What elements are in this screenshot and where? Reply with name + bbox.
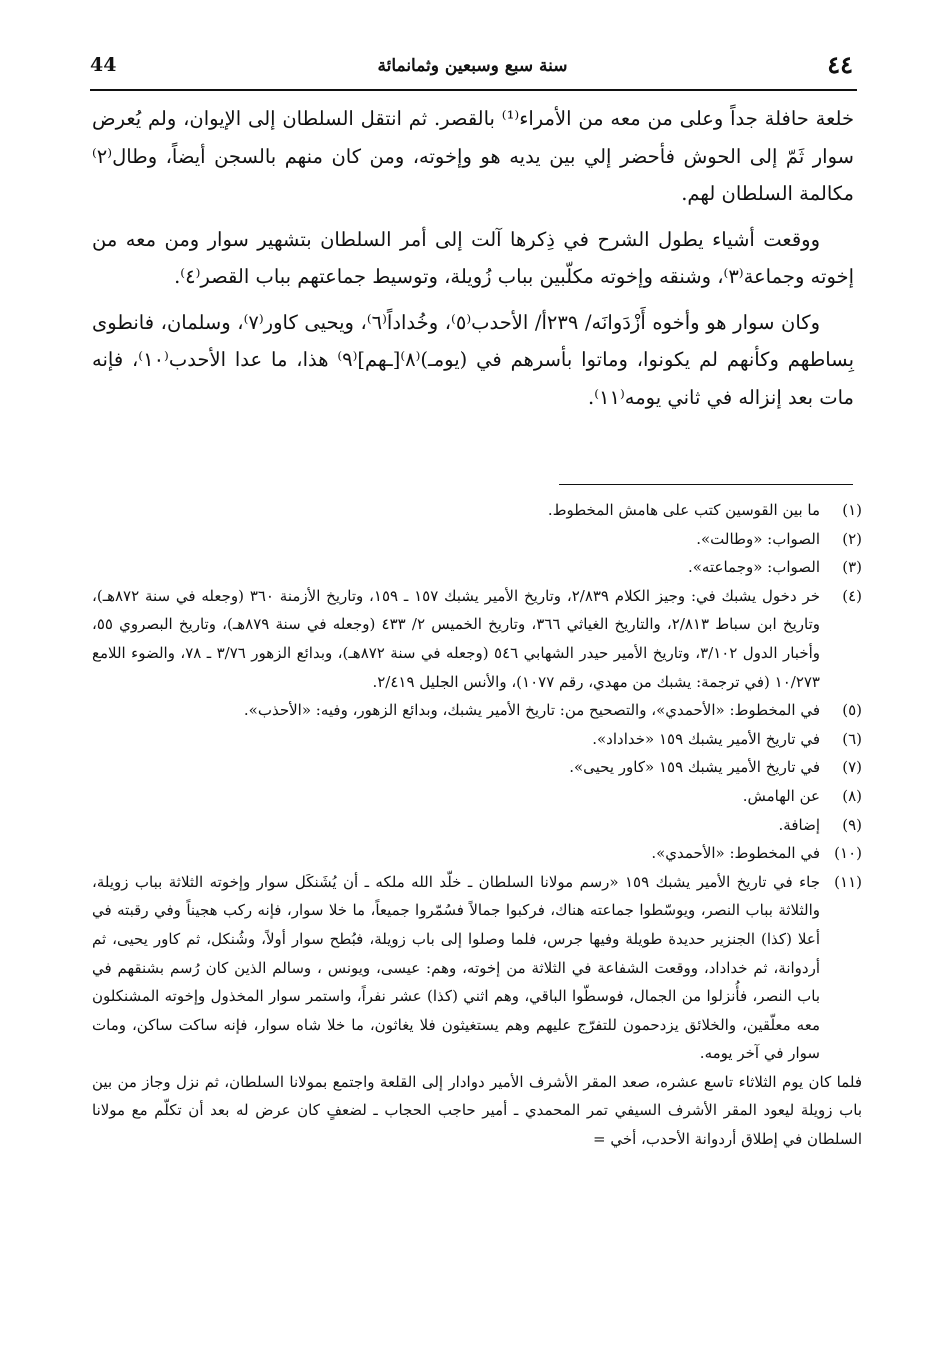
paragraph: خلعة حافلة جداً وعلى من معه من الأمراء⁽¹⁾ بالقصر. ثم انتقل السلطان إلى الإيوان، ولم يُعرض سوار ثَمّ إلى الحوش فأحضر إلي بين يديه هو وإخوته، ومن كان منهم بالسجن أيضاً، وطال⁽٢⁾ مكالمة السلطان لهم. bbox=[92, 107, 855, 205]
footnote bbox=[92, 868, 862, 1068]
footnotes bbox=[92, 496, 862, 1154]
paragraph: وكان سوار هو وأخوه أَزْدَوانَه/ ٢٣٩أ/ الأحدب⁽٥⁾، وخُداداً⁽٦⁾، ويحيى كاور⁽٧⁾، وسلمان، فانطوى بِساطهم وكأنهم لم يكونوا، وماتوا بأسرهم في (يومـ)⁽٨⁾[ـهم]⁽٩⁾ هذا، ما عدا الأحدب⁽١٠⁾، فإنه مات بعد إنزاله في ثاني يومه⁽١١⁾. bbox=[92, 310, 854, 409]
footnote-separator bbox=[559, 484, 853, 485]
page-number-arabic: ٤٤ bbox=[827, 50, 853, 79]
footnote-text: عن الهامش. bbox=[742, 786, 820, 805]
footnote bbox=[92, 753, 862, 782]
running-title: سنة سبع وسبعين وثمانمائة bbox=[377, 56, 568, 76]
footnote-number: (١١) bbox=[834, 872, 862, 891]
footnote-text: الصواب: «وطالت». bbox=[696, 529, 820, 548]
header-rule bbox=[90, 89, 857, 91]
footnote-text: الصواب: «وجماعته». bbox=[687, 558, 820, 577]
footnote bbox=[92, 582, 862, 696]
footnote-number: (٥) bbox=[842, 701, 862, 720]
footnote-text: في تاريخ الأمير يشبك ١٥٩ «كاور يحيى». bbox=[569, 758, 820, 777]
footnote-number: (٦) bbox=[842, 729, 862, 748]
footnote-number: (٣) bbox=[842, 558, 862, 577]
footnote bbox=[92, 496, 862, 525]
paragraph: ووقعت أشياء يطول الشرح في ذِكرها آلت إلى أمر السلطان بتشهير سوار ومن معه من إخوته وجماعة⁽٣⁾، وشنقه وإخوته مكلّبين بباب زُويلة، وتوسيط جماعتهم بباب القصر⁽٤⁾. bbox=[92, 227, 854, 288]
footnote bbox=[92, 725, 862, 754]
footnote-text: في تاريخ الأمير يشبك ١٥٩ «خداداد». bbox=[592, 729, 820, 748]
page-number-latin: 44 bbox=[90, 54, 117, 76]
footnote bbox=[92, 839, 862, 868]
footnote-number: (٤) bbox=[842, 586, 862, 605]
footnote bbox=[92, 696, 862, 725]
footnote-number: (٩) bbox=[842, 815, 862, 834]
footnote-number: (٢) bbox=[842, 529, 862, 548]
main-text bbox=[92, 100, 854, 424]
footnote-number: (١) bbox=[842, 501, 862, 519]
footnote bbox=[92, 553, 862, 582]
footnote-text: في المخطوط: «الأحمدي». bbox=[651, 844, 820, 863]
footnote bbox=[92, 811, 862, 840]
footnote-number: (١٠) bbox=[834, 844, 862, 863]
footnote-text: جاء في تاريخ الأمير يشبك ١٥٩ «رسم مولانا السلطان ـ خلّد الله ملكه ـ أن يُشَنكَل سوار وإخوته الثلاثة بباب زويلة، والثلاثة بباب النصر، ويوسّطوا جماعته هناك، فركبوا جمالاً فسُمّروا جميعاً، ما خلا سوار، فإنه ركب هجيناً وفي رقبته في أعلا (كذا) الجنزير حديدة طويلة وفيها جرس، فلما وصلوا إلى باب زويلة، فبُطح سوار أولاً، وشُنكل، ثم كاور يحيى، ثم أردوانة، ثم خداداد، ووقعت الشفاعة في الثلاثة من إخوته، وهم: عيسى، ويونس ، وسالم الذين كان رُسم بشنقهم في باب النصر، فأُنزلوا من الجمال، فوسطّوا الباقي، وهم اثني (كذا) عشر نفراً، واستمر سوار المخذول وإخوته المشنكلون معه معلّقين، والخلائق يزدحمون للتفرّج عليهم وهم يستغيثون فلا يغاثون، ما خلا شاه سوار، فإنه ساكت ساكن، ومات سوار في آخر يومه. bbox=[92, 872, 820, 1063]
footnote-number: (٨) bbox=[842, 786, 862, 805]
footnote-continuation: فلما كان يوم الثلاثاء تاسع عشره، صعد المقر الأشرف الأمير دوادار إلى القلعة واجتمع بمولانا السلطان، ثم نزل وجاز من بين باب زويلة ليعود المقر الأشرف السيفي تمر المحمدي ـ أمير حاجب الحجاب ـ لضعفٍ كان عرض له بعد أن تكلّم مع مولانا السلطان في إطلاق أردوانة الأحدب، أخي = bbox=[92, 1072, 862, 1149]
footnote-text: ما بين القوسين كتب على هامش المخطوط. bbox=[547, 501, 820, 519]
footnote-number: (٧) bbox=[842, 758, 862, 777]
footnote-text: في المخطوط: «الأحمدي»، والتصحيح من: تاريخ الأمير يشبك، وبدائع الزهور، وفيه: «الأحذب». bbox=[243, 701, 820, 720]
footnote bbox=[92, 525, 862, 554]
footnote-text: إضافة. bbox=[778, 815, 820, 834]
footnote bbox=[92, 782, 862, 811]
footnote-text: خر دخول يشبك في: وجيز الكلام ٢/٨٣٩، وتاريخ الأمير يشبك ١٥٧ ـ ١٥٩، وتاريخ الأزمنة ٣٦٠ (وجعله في سنة ٨٧٢هـ)، وتاريخ ابن سباط ٢/٨١٣، والتاريخ الغياثي ٣٦٦، وتاريخ الخميس ٢/ ٤٣٣ (وجعله في سنة ٨٧٩هـ)، وتاريخ البصروي ٥٥، وأخبار الدول ٣/١٠٢، وتاريخ الأمير حيدر الشهابي ٥٤٦ (وجعله في سنة ٨٧٢هـ)، وبدائع الزهور ٣/٧٦ ـ ٧٨، والضوء اللامع ١٠/٢٧٣ (في ترجمة: يشبك من مهدي، رقم ١٠٧٧)، والأنس الجليل ٢/٤١٩. bbox=[92, 586, 821, 691]
